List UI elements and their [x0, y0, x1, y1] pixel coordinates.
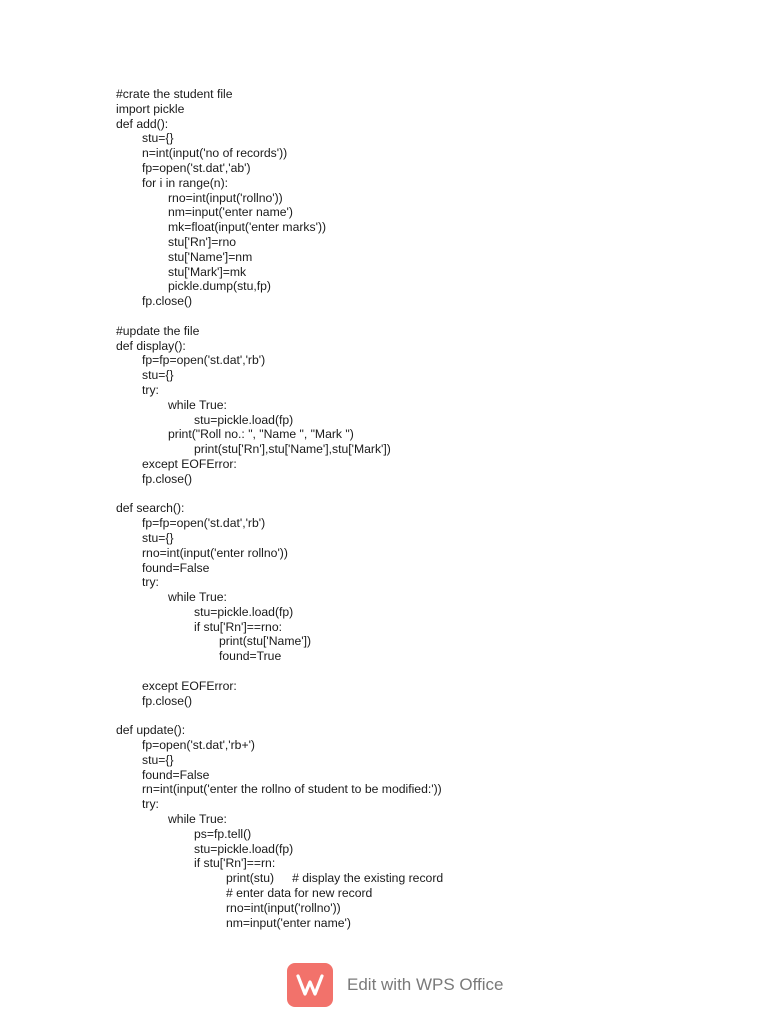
code-line [116, 383, 736, 398]
code-text: def update(): [116, 723, 186, 738]
code-line [116, 694, 736, 709]
code-line [116, 856, 736, 871]
code-line [116, 590, 736, 605]
code-text: stu={} [142, 131, 174, 146]
code-line [116, 279, 736, 294]
code-line [116, 191, 736, 206]
code-text: #update the file [116, 323, 200, 338]
code-text: def add(): [116, 116, 169, 131]
code-text: mk=float(input('enter marks')) [168, 220, 327, 235]
code-text: while True: [168, 812, 227, 827]
code-line [116, 87, 736, 102]
code-text: fp=fp=open('st.dat','rb') [142, 516, 266, 531]
code-text: print(stu['Name']) [219, 634, 312, 649]
code-line [116, 220, 736, 235]
blank-line [116, 309, 736, 324]
blank-line [116, 487, 736, 502]
code-text: if stu['Rn']==rn: [194, 856, 276, 871]
code-text: try: [142, 382, 159, 397]
code-text: while True: [168, 590, 227, 605]
code-line [116, 916, 736, 931]
code-line [116, 324, 736, 339]
code-text: try: [142, 797, 159, 812]
code-text: print(stu) [226, 871, 275, 886]
code-text: stu['Mark']=mk [168, 264, 247, 279]
code-text: import pickle [116, 101, 185, 116]
code-text: except EOFError: [142, 456, 237, 471]
code-text: nm=input('enter name') [226, 915, 351, 930]
code-text: fp.close() [142, 471, 193, 486]
wps-brand-text: Edit with WPS Office [347, 975, 504, 994]
code-text: found=True [219, 649, 282, 664]
code-line [116, 161, 736, 176]
code-line [116, 575, 736, 590]
code-text: #crate the student file [116, 87, 233, 101]
code-line [116, 294, 736, 309]
code-line [116, 472, 736, 487]
code-text: n=int(input('no of records')) [142, 146, 288, 161]
code-text: rno=int(input('enter rollno')) [142, 545, 288, 560]
code-line [116, 901, 736, 916]
wps-logo-icon [287, 963, 333, 1007]
wps-watermark [287, 963, 504, 1007]
code-line [116, 427, 736, 442]
code-line [116, 842, 736, 857]
code-line [116, 738, 736, 753]
code-line [116, 250, 736, 265]
code-text: stu['Rn']=rno [168, 234, 236, 249]
code-line [116, 516, 736, 531]
code-text: found=False [142, 767, 210, 782]
code-line [116, 442, 736, 457]
code-line [116, 531, 736, 546]
code-text: stu=pickle.load(fp) [194, 412, 294, 427]
code-line [116, 827, 736, 842]
code-text: rno=int(input('rollno')) [226, 900, 341, 915]
code-line [116, 886, 736, 901]
code-text: if stu['Rn']==rno: [194, 619, 282, 634]
code-line [116, 413, 736, 428]
code-text: print(stu['Rn'],stu['Name'],stu['Mark']) [194, 442, 391, 457]
code-line [116, 634, 736, 649]
code-line [116, 235, 736, 250]
code-line [116, 561, 736, 576]
code-text: fp.close() [142, 693, 193, 708]
code-text: while True: [168, 397, 227, 412]
code-line [116, 131, 736, 146]
code-text: rno=int(input('rollno')) [168, 190, 283, 205]
code-text: stu={} [142, 530, 174, 545]
code-text: ps=fp.tell() [194, 826, 252, 841]
code-text: stu=pickle.load(fp) [194, 841, 294, 856]
code-text: stu={} [142, 752, 174, 767]
code-text: stu={} [142, 368, 174, 383]
code-text: def display(): [116, 338, 186, 353]
code-line [116, 797, 736, 812]
code-text: for i in range(n): [142, 175, 229, 190]
blank-line [116, 664, 736, 679]
code-line [116, 871, 736, 886]
code-text: nm=input('enter name') [168, 205, 293, 220]
code-line [116, 117, 736, 132]
blank-line [116, 708, 736, 723]
code-text: except EOFError: [142, 678, 237, 693]
code-text: pickle.dump(stu,fp) [168, 279, 271, 294]
code-text: stu=pickle.load(fp) [194, 604, 294, 619]
code-text: print("Roll no.: ", "Name ", "Mark ") [168, 427, 354, 442]
code-text: def search(): [116, 501, 185, 516]
code-line [116, 782, 736, 797]
code-line [116, 368, 736, 383]
code-text: stu['Name']=nm [168, 249, 253, 264]
code-line [116, 146, 736, 161]
code-line [116, 265, 736, 280]
code-text: rn=int(input('enter the rollno of student to be modified:')) [142, 782, 442, 797]
code-line [116, 753, 736, 768]
code-line [116, 398, 736, 413]
code-line [116, 205, 736, 220]
code-text: # enter data for new record [226, 886, 373, 901]
code-text: fp=open('st.dat','ab') [142, 160, 251, 175]
code-line [116, 649, 736, 664]
code-text: fp.close() [142, 294, 193, 309]
code-text: found=False [142, 560, 210, 575]
code-comment: # display the existing record [292, 871, 444, 886]
code-line [116, 176, 736, 191]
code-line [116, 605, 736, 620]
code-text: fp=fp=open('st.dat','rb') [142, 353, 266, 368]
code-text: try: [142, 575, 159, 590]
code-line [116, 457, 736, 472]
code-line [116, 102, 736, 117]
code-line [116, 353, 736, 368]
code-line [116, 679, 736, 694]
code-line [116, 339, 736, 354]
code-text: fp=open('st.dat','rb+') [142, 738, 255, 753]
code-line [116, 812, 736, 827]
code-line [116, 546, 736, 561]
code-line [116, 723, 736, 738]
code-line [116, 501, 736, 516]
code-document [116, 87, 736, 930]
code-line [116, 620, 736, 635]
code-line [116, 768, 736, 783]
